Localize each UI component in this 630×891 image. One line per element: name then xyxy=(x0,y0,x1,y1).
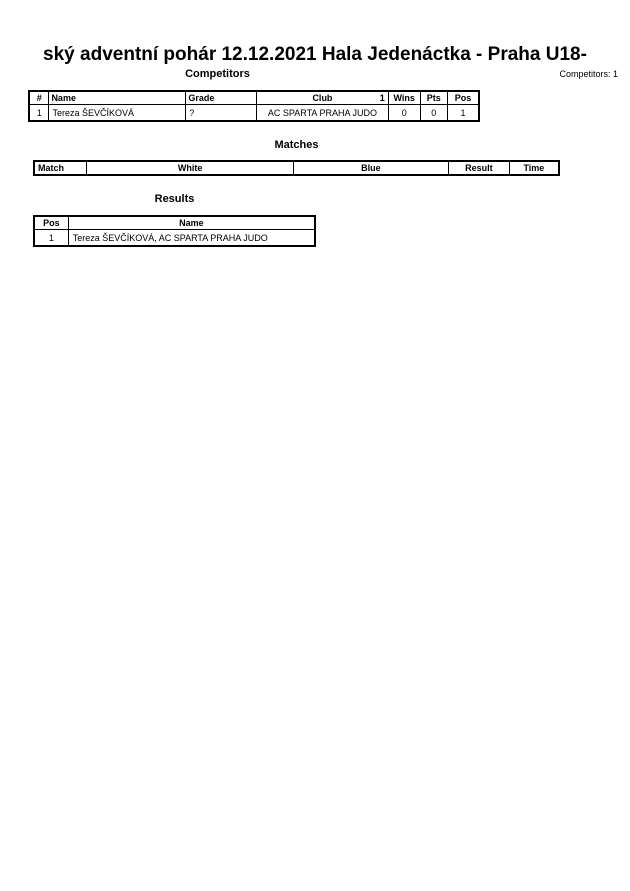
column-header-white: White xyxy=(87,161,293,175)
table-header-row xyxy=(34,161,559,175)
results-table xyxy=(33,215,316,247)
cell-result-name: Tereza ŠEVČÍKOVÁ, AC SPARTA PRAHA JUDO xyxy=(68,230,315,247)
column-header-wins: Wins xyxy=(388,91,420,105)
cell-name: Tereza ŠEVČÍKOVÁ xyxy=(49,105,186,122)
table-row xyxy=(34,230,315,247)
column-header-result-pos: Pos xyxy=(34,216,68,230)
matches-table xyxy=(33,160,560,176)
cell-club: AC SPARTA PRAHA JUDO xyxy=(257,105,389,122)
column-header-time: Time xyxy=(509,161,559,175)
table-header-row xyxy=(29,91,479,105)
cell-pts: 0 xyxy=(420,105,447,122)
column-header-pts: Pts xyxy=(420,91,447,105)
column-header-club xyxy=(257,91,389,105)
cell-result-pos: 1 xyxy=(34,230,68,247)
competitors-table xyxy=(28,90,480,122)
column-header-blue: Blue xyxy=(293,161,448,175)
column-header-club-label: Club xyxy=(312,93,333,103)
column-header-grade: Grade xyxy=(186,91,257,105)
cell-grade: ? xyxy=(186,105,257,122)
cell-number: 1 xyxy=(29,105,49,122)
column-header-result: Result xyxy=(448,161,509,175)
cell-pos: 1 xyxy=(447,105,479,122)
column-header-result-name: Name xyxy=(68,216,315,230)
cell-wins: 0 xyxy=(388,105,420,122)
table-row xyxy=(29,105,479,122)
competitors-section-caption: Competitors xyxy=(185,68,250,80)
competitors-count-label: Competitors: 1 xyxy=(559,69,618,79)
column-header-number: # xyxy=(29,91,49,105)
column-header-club-index: 1 xyxy=(379,93,385,103)
column-header-match: Match xyxy=(34,161,87,175)
page-title: ský adventní pohár 12.12.2021 Hala Jedenáctka - Praha U18- xyxy=(43,44,587,65)
matches-section-caption: Matches xyxy=(274,139,319,151)
column-header-name: Name xyxy=(49,91,186,105)
column-header-pos: Pos xyxy=(447,91,479,105)
results-section-caption: Results xyxy=(154,193,195,205)
table-header-row xyxy=(34,216,315,230)
